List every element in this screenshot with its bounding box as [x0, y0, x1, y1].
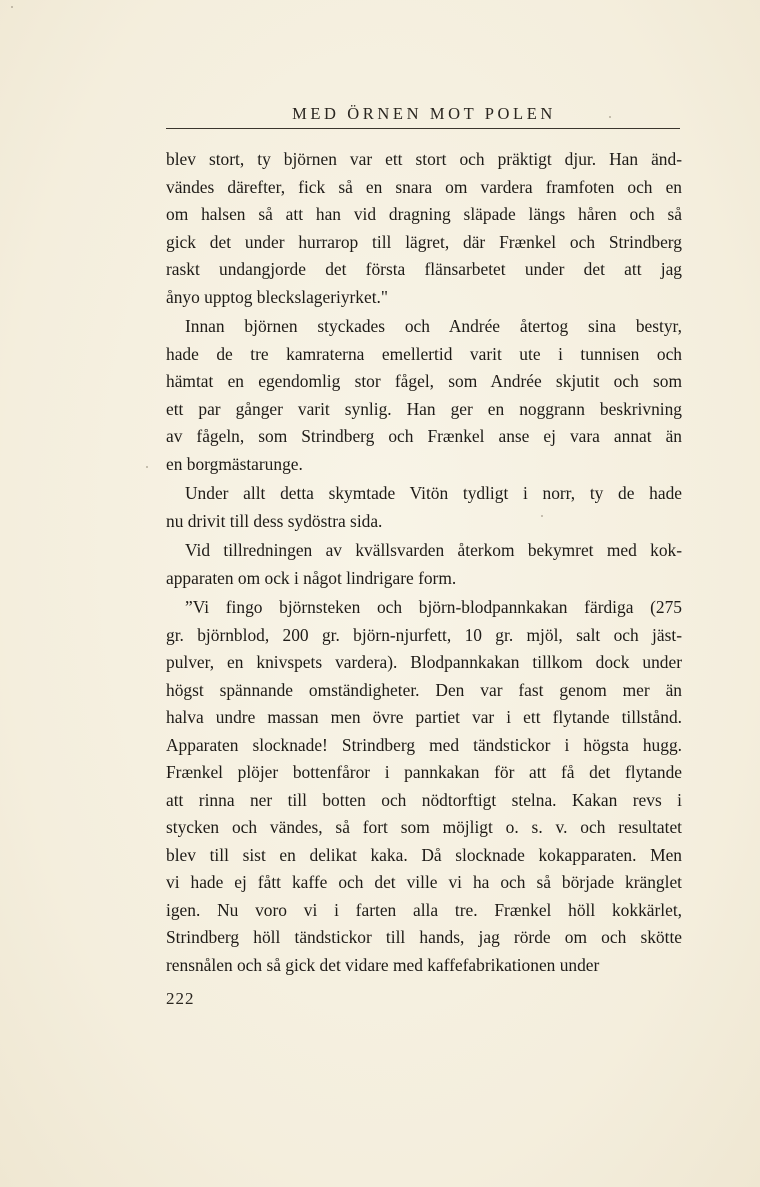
text-line: ånyo upptog bleckslageriyrket."	[166, 286, 389, 307]
text-line: raskt undangjorde det första flänsarbetet under det att jag	[166, 259, 682, 279]
text-line: ett par gånger varit synlig. Han ger en noggrann beskrivning	[166, 398, 682, 419]
body-text	[166, 146, 682, 979]
text-line: högst spännande omständigheter. Den var fast genom mer än	[166, 679, 682, 700]
text-line: av fågeln, som Strindberg och Frænkel anse ej vara annat än	[166, 426, 682, 446]
text-line: halva undre massan men övre partiet var i ett flytande tillstånd.	[166, 707, 682, 727]
text-line: Frænkel plöjer bottenfåror i pannkakan för att få det flytande	[166, 762, 682, 782]
text-line: vändes därefter, fick så en snara om vardera framfoten och en	[166, 176, 682, 197]
paper-speck	[609, 116, 611, 118]
paper-speck	[146, 466, 148, 468]
text-line: gick det under hurrarop till lägret, där Frænkel och Strindberg	[166, 231, 682, 252]
text-line: ”Vi fingo björnsteken och björn-blodpannkakan färdiga (275	[185, 597, 682, 617]
text-line: blev stort, ty björnen var ett stort och präktigt djur. Han änd-	[166, 149, 682, 169]
text-line: stycken och vändes, så fort som möjligt o. s. v. och resultatet	[166, 817, 682, 837]
text-line: nu drivit till dess sydöstra sida.	[166, 510, 383, 531]
header-rule	[166, 128, 680, 129]
text-line: en borgmästarunge.	[166, 453, 303, 474]
text-line: Strindberg höll tändstickor till hands, jag rörde om och skötte	[166, 927, 682, 947]
text-line: blev till sist en delikat kaka. Då slocknade kokapparaten. Men	[166, 844, 682, 865]
text-line: Innan björnen styckades och Andrée återtog sina bestyr,	[185, 316, 682, 336]
paper-speck	[11, 6, 13, 8]
text-line: hämtat en egendomlig stor fågel, som Andrée skjutit och som	[166, 371, 682, 391]
text-line: att rinna ner till botten och nödtorftigt stelna. Kakan revs i	[166, 789, 682, 810]
text-line: igen. Nu voro vi i farten alla tre. Frænkel höll kokkärlet,	[166, 899, 682, 920]
text-line: gr. björnblod, 200 gr. björn-njurfett, 10 gr. mjöl, salt och jäst-	[166, 624, 682, 645]
text-line: Under allt detta skymtade Vitön tydligt i norr, ty de hade	[185, 483, 682, 503]
text-line: hade de tre kamraterna emellertid varit ute i tunnisen och	[166, 343, 682, 364]
text-line: Vid tillredningen av kvällsvarden återkom bekymret med kok-	[185, 540, 682, 560]
text-line: om halsen så att han vid dragning släpade längs håren och så	[166, 204, 682, 224]
page-number: 222	[166, 989, 195, 1008]
paper-speck	[541, 515, 543, 517]
text-line: pulver, en knivspets vardera). Blodpannkakan tillkom dock under	[166, 652, 682, 672]
text-line: apparaten om ock i något lindrigare form.	[166, 567, 457, 588]
text-line: rensnålen och så gick det vidare med kaffefabrikationen under	[166, 954, 600, 975]
text-line: Apparaten slocknade! Strindberg med tändstickor i högsta hugg.	[166, 734, 682, 755]
running-head: MED ÖRNEN MOT POLEN	[292, 104, 556, 123]
text-line: vi hade ej fått kaffe och det ville vi ha och så började kränglet	[166, 872, 682, 892]
